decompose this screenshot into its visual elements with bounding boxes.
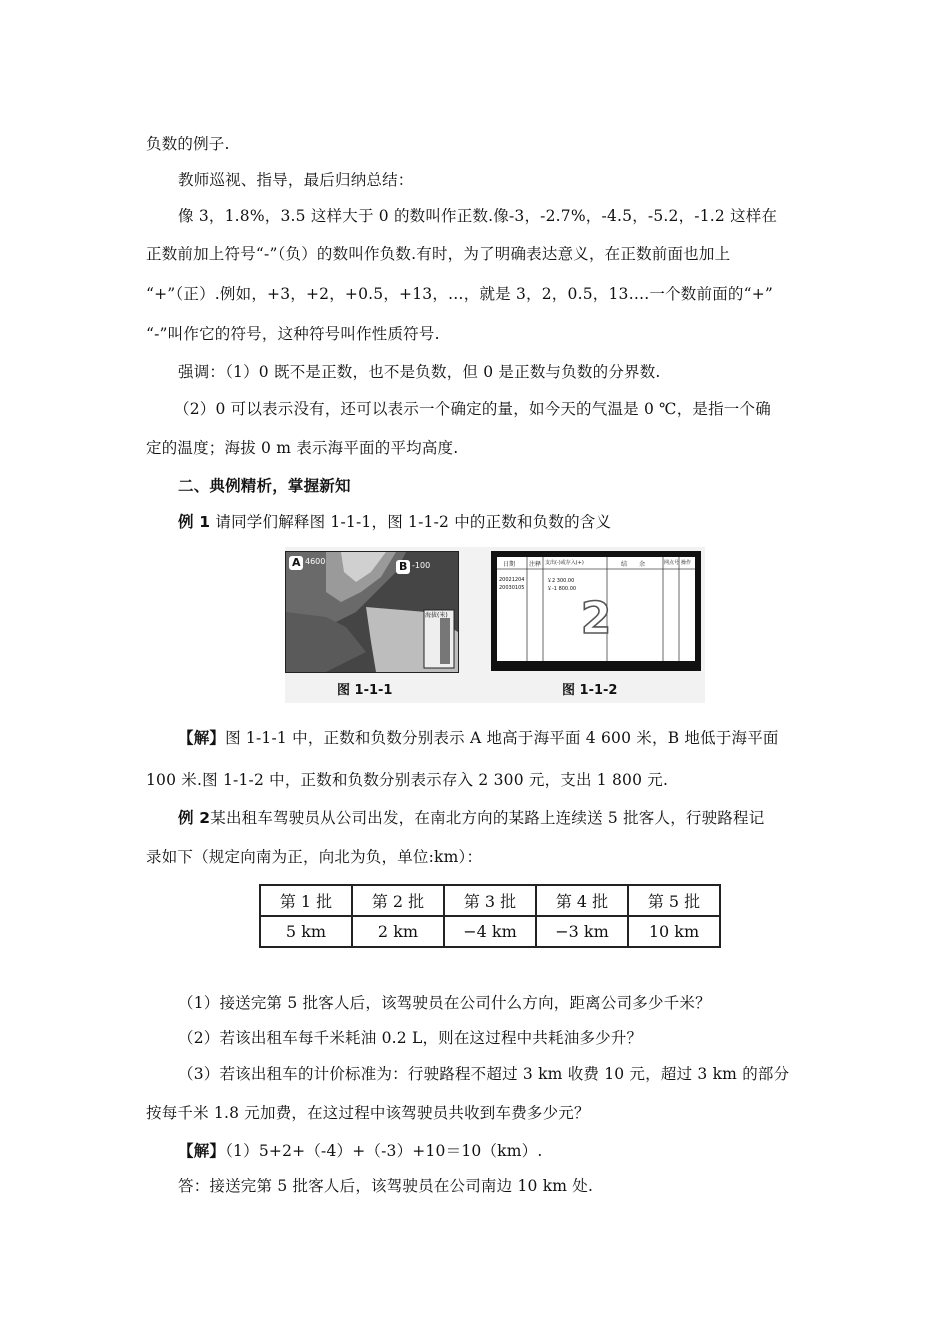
table-cell: −3 km <box>536 916 628 947</box>
map-label-a: A <box>292 556 301 569</box>
ledger-page-number: 2 <box>580 593 612 644</box>
question-1: （1）接送完第 5 批客人后，该驾驶员在公司什么方向，距离公司多少千米？ <box>178 994 711 1012</box>
table-cell: 2 km <box>352 916 444 947</box>
line-negative-def: 正数前加上符号“-”（负）的数叫作负数.有时，为了明确表达意义，在正数前面也加上 <box>146 245 731 263</box>
map-value-b: -100 <box>412 561 431 570</box>
table-header-cell: 第 2 批 <box>352 885 444 916</box>
ledger-date-2: 20030105 <box>499 585 525 591</box>
figure-1-caption: 图 1-1-1 <box>337 683 393 698</box>
ledger-amount-1: ￥2 300.00 <box>547 578 575 584</box>
solution-2 <box>178 1139 542 1161</box>
ledger-header-balance: 结 余 <box>621 561 646 568</box>
solution-1-text: 图 1-1-1 中，正数和负数分别表示 A 地高于海平面 4 600 米，B 地低于海平面 <box>225 729 779 747</box>
example-2 <box>178 806 764 828</box>
map-label-b: B <box>399 560 408 573</box>
table-header-cell: 第 5 批 <box>628 885 720 916</box>
ledger-amount-2: ￥-1 800.00 <box>547 586 577 592</box>
solution-2-text: （1）5+2+（-4）+（-3）+10＝10（km）. <box>225 1142 543 1160</box>
ledger-header-operation: 操作 <box>681 560 692 566</box>
table-header-cell: 第 4 批 <box>536 885 628 916</box>
ledger-header-note: 注释 <box>529 561 542 568</box>
line-teacher-summary: 教师巡视、指导，最后归纳总结： <box>178 171 414 189</box>
bank-ledger-figure <box>491 551 701 671</box>
table-cell: 5 km <box>260 916 352 947</box>
line-positive-def: 像 3，1.8%，3.5 这样大于 0 的数叫作正数.像-3，-2.7%，-4.5，-5.2，-1.2 这样在 <box>178 207 778 225</box>
example-1-label: 例 1 <box>178 513 211 531</box>
line-plus-sign: “+”（正）.例如，+3，+2，+0.5，+13，…，就是 3，2，0.5，13….一个数前面的“+” <box>146 285 774 303</box>
table-header-row <box>260 885 720 916</box>
table-header-cell: 第 1 批 <box>260 885 352 916</box>
ledger-header-branch: 网点号 <box>664 560 680 566</box>
line-emphasis-1: 强调：（1）0 既不是正数，也不是负数，但 0 是正数与负数的分界数. <box>178 363 661 381</box>
solution-1 <box>178 726 779 748</box>
line-emphasis-2b: 定的温度；海拔 0 m 表示海平面的平均高度. <box>146 439 459 457</box>
figures-image <box>285 547 705 703</box>
question-2: （2）若该出租车每千米耗油 0.2 L，则在这过程中共耗油多少升？ <box>178 1029 643 1047</box>
question-3: （3）若该出租车的计价标准为：行驶路程不超过 3 km 收费 10 元，超过 3 km 的部分 <box>178 1065 790 1083</box>
solution-1-continued: 100 米.图 1-1-2 中，正数和负数分别表示存入 2 300 元，支出 1 800 元. <box>146 771 669 789</box>
ledger-header-date: 日期 <box>503 561 516 568</box>
example-1-text: 请同学们解释图 1-1-1，图 1-1-2 中的正数和负数的含义 <box>210 513 612 531</box>
example-2-label: 例 2 <box>178 809 211 827</box>
example-2-continued: 录如下（规定向南为正，向北为负，单位:km）： <box>146 848 483 866</box>
line-emphasis-2: （2）0 可以表示没有，还可以表示一个确定的量，如今天的气温是 0 ℃，是指一个确 <box>174 400 771 418</box>
map-figure <box>285 551 459 673</box>
table-row <box>260 916 720 947</box>
solution-1-label: 【解】 <box>178 729 226 747</box>
table-cell: 10 km <box>628 916 720 947</box>
table-cell: −4 km <box>444 916 536 947</box>
ledger-date-1: 20021204 <box>499 577 525 583</box>
example-1 <box>178 510 611 532</box>
trip-table <box>259 884 721 948</box>
solution-2-label: 【解】 <box>178 1142 226 1160</box>
ledger-grid-icon <box>497 557 695 661</box>
map-value-a: 4600 <box>305 557 326 566</box>
line-sign-property: “-”叫作它的符号，这种符号叫作性质符号. <box>146 325 440 343</box>
line-negative-examples: 负数的例子. <box>146 135 230 153</box>
answer-line: 答：接送完第 5 批客人后，该驾驶员在公司南边 10 km 处. <box>178 1177 594 1195</box>
question-3-continued: 按每千米 1.8 元加费，在这过程中该驾驶员共收到车费多少元？ <box>146 1104 590 1122</box>
example-2-text: 某出租车驾驶员从公司出发，在南北方向的某路上连续送 5 批客人，行驶路程记 <box>210 809 765 827</box>
ledger-header-amount: 支出(-)或存入(+) <box>545 560 584 566</box>
section-heading: 二、典例精析，掌握新知 <box>178 477 351 495</box>
table-header-cell: 第 3 批 <box>444 885 536 916</box>
map-legend-title: 海拔(米) <box>425 612 448 619</box>
figure-2-caption: 图 1-1-2 <box>562 683 618 698</box>
